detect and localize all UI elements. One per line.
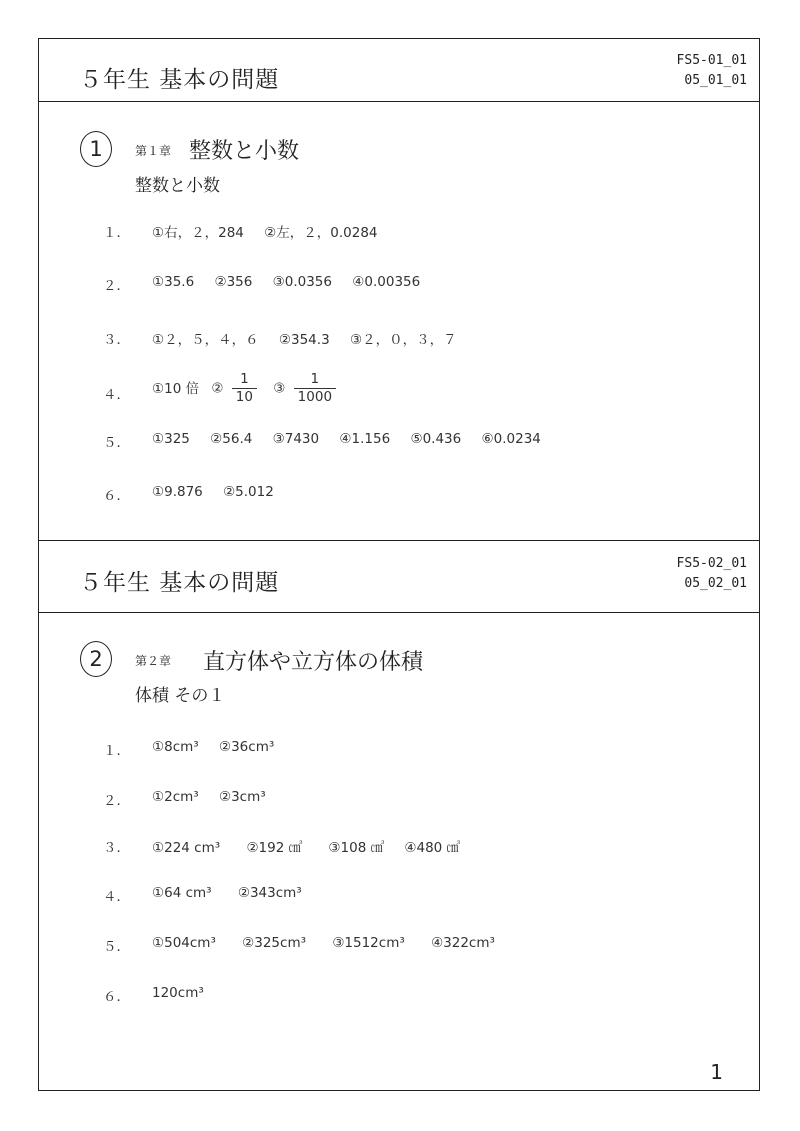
answer-item: ⑤0.436 [410,431,462,447]
section1-subtitle: 整数と小数 [135,176,220,196]
answer-item: ④322cm³ [431,935,495,951]
row-number: ４． [103,889,130,905]
row-number: ６． [103,488,130,504]
answer-item: ②192 ㎤ [246,840,303,856]
answer-item: ①9.876 [152,484,203,500]
answer-item: ②3cm³ [218,789,266,805]
answer-row [103,328,739,354]
section2-chapter-title: 直方体や立方体の体積 [203,650,424,675]
fraction-numerator: 1 [232,371,257,389]
answer-row [103,885,739,911]
row-answers [152,789,282,805]
section2-subtitle: 体積 その１ [135,686,226,706]
row-answers [152,935,511,951]
answer-item: ③7430 [272,431,320,447]
row-answers [152,328,473,348]
row-number: ５． [103,939,130,955]
section1-chapter-title: 整数と小数 [189,139,300,164]
answer-item: ①右，２，284 [152,225,244,241]
answer-row [103,371,739,415]
section1-codes [677,51,747,91]
answer-item: ①325 [152,431,190,447]
answer-item: ②354.3 [278,332,330,348]
section2-header-title: ５年生 基本の問題 [79,570,280,596]
answer-item: ②左，２，0.0284 [264,225,378,241]
answer-item: ③0.0356 [272,274,332,290]
row-answers [152,739,290,755]
answer-item: ①504cm³ [152,935,216,951]
answer-row [103,935,739,961]
answer-row [103,431,739,457]
answer-item: ②56.4 [210,431,253,447]
answer-item: ②356 [214,274,253,290]
row-number: ６． [103,989,130,1005]
answer-item: ①2cm³ [152,789,199,805]
section2-code1: FS5-02_01 [676,556,747,571]
answer-item: ①64 cm³ [152,885,212,901]
answer-item: ④480 ㎤ [404,840,461,856]
answer-item: ③1512cm³ [332,935,405,951]
divider [39,612,759,613]
row-answers [152,484,290,500]
answer-item: ①10 倍 [152,380,200,397]
answer-row [103,274,739,300]
row-number: ２． [103,278,130,294]
row-answers [152,371,340,406]
row-number: １． [103,225,130,241]
fraction [294,371,336,406]
row-number: ５． [103,435,130,451]
answer-item: ①224 cm³ [152,840,221,856]
answer-row [103,836,739,862]
row-number: ３． [103,840,130,856]
answer-item: ③２，０，３，７ [349,332,457,348]
row-answers [152,985,220,1001]
answer-item: ②36cm³ [218,739,275,755]
fraction-denominator: 1000 [297,389,333,405]
section1-header-title: ５年生 基本の問題 [79,67,280,93]
divider [39,101,759,102]
fraction-numerator: 1 [294,371,336,389]
row-answers [152,885,318,901]
answer-row [103,985,739,1011]
answer-row [103,789,739,815]
fraction [232,371,257,406]
answer-item: ⑥0.0234 [481,431,541,447]
section2-chapter-label: 第２章 [135,654,172,668]
answer-item: 120cm³ [152,985,204,1001]
row-number: １． [103,743,130,759]
answer-row [103,221,739,247]
answer-label: ② [211,380,224,397]
answer-item: ②343cm³ [237,885,302,901]
answer-row [103,739,739,765]
answer-item: ④1.156 [339,431,391,447]
answer-row [103,484,739,510]
answer-item: ①8cm³ [152,739,199,755]
section2-codes [677,554,747,594]
answer-item: ②5.012 [223,484,274,500]
row-answers [152,221,394,241]
answer-item: ④0.00356 [352,274,421,290]
section2-code2: 05_02_01 [684,576,747,591]
row-number: ２． [103,793,130,809]
section1-chapter-label: 第１章 [135,144,172,158]
answer-item: ③108 ㎤ [328,840,385,856]
section1-number-circle: 1 [80,131,112,167]
row-number: ４． [103,387,130,403]
fraction-denominator: 10 [235,389,253,405]
section1-code1: FS5-01_01 [676,53,747,68]
divider [39,540,759,541]
answer-item: ②325cm³ [242,935,307,951]
row-answers [152,431,557,447]
answer-item: ①２，５，４，６ [152,332,259,348]
section2-number-circle: 2 [80,641,112,677]
worksheet-frame [38,38,760,1091]
row-answers [152,274,436,290]
row-number: ３． [103,332,130,348]
answer-item: ①35.6 [152,274,195,290]
page-number: 1 [710,1060,723,1084]
row-answers [152,836,476,856]
section1-code2: 05_01_01 [684,73,747,88]
answer-label: ③ [273,380,286,397]
